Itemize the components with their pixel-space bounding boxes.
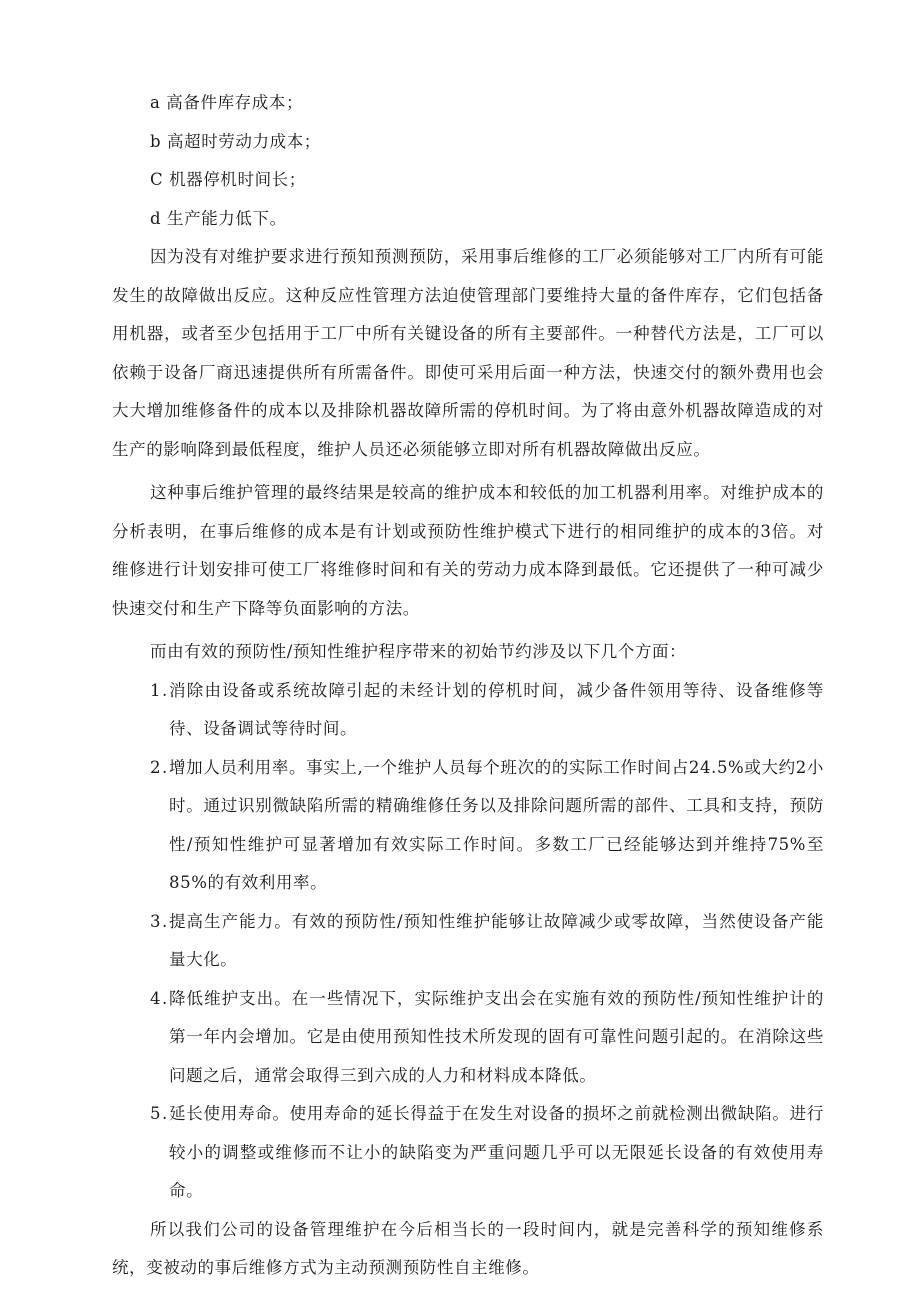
benefit-number: 3 . <box>150 903 161 942</box>
list-item-overtime-labor-cost: b 高超时劳动力成本； <box>150 131 321 151</box>
list-item-long-downtime: C 机器停机时间长； <box>150 170 306 189</box>
benefit-text: 增加人员利用率。事实上,一个维护人员每个班次的的实际工作时间占24.5%或大约2小时。通过识别微缺陷所需的精确维修任务以及排除问题所需的部件、工具和支持，预防性/预知性维护可显著增加有效实际工作时间。多数工厂已经能够达到并维持75%至85%的有效利用率。 <box>169 757 824 892</box>
paragraph-savings-intro: 而由有效的预防性/预知性维护程序带来的初始节约涉及以下几个方面： <box>150 642 687 661</box>
benefit-item-1 <box>112 672 824 749</box>
benefit-text: 延长使用寿命。使用寿命的延长得益于在发生对设备的损坏之前就检测出微缺陷。进行较小的调整或维修而不让小的缺陷变为严重问题几乎可以无限延长设备的有效使用寿命。 <box>169 1104 824 1200</box>
paragraph-maintenance-cost: 这种事后维护管理的最终结果是较高的维护成本和较低的加工机器利用率。对维护成本的分析表明，在事后维修的成本是有计划或预防性维护模式下进行的相同维护的成本的3倍。对维修进行计划安排可使工厂将维修时间和有关的劳动力成本降到最低。它还提供了一种可减少快速交付和生产下降等负面影响的方法。 <box>112 483 824 618</box>
list-item-high-inventory-cost: a 高备件库存成本； <box>150 93 304 112</box>
benefit-number: 1 . <box>150 672 161 711</box>
benefit-text: 消除由设备或系统故障引起的未经计划的停机时间，减少备件领用等待、设备维修等待、设备调试等待时间。 <box>169 680 824 738</box>
benefit-text: 提高生产能力。有效的预防性/预知性维护能够让故障减少或零故障，当然使设备产能量大化。 <box>169 911 824 969</box>
paragraph-conclusion: 所以我们公司的设备管理维护在今后相当长的一段时间内，就是完善科学的预知维修系统，变被动的事后维修方式为主动预测预防性自主维修。 <box>112 1219 824 1277</box>
benefit-number: 5 . <box>150 1095 161 1134</box>
benefit-item-2 <box>112 749 824 903</box>
benefit-text: 降低维护支出。在一些情况下，实际维护支出会在实施有效的预防性/预知性维护计的第一年内会增加。它是由使用预知性技术所发现的固有可靠性问题引起的。在消除这些问题之后，通常会取得三到六成的人力和材料成本降低。 <box>169 988 824 1085</box>
benefit-item-4 <box>112 980 824 1096</box>
paragraph-reactive-maintenance: 因为没有对维护要求进行预知预测预防，采用事后维修的工厂必须能够对工厂内所有可能发生的故障做出反应。这种反应性管理方法迫使管理部门要维持大量的备件库存，它们包括备用机器，或者至少包括用于工厂中所有关键设备的所有主要部件。一种替代方法是，工厂可以依赖于设备厂商迅速提供所有所需备件。即使可采用后面一种方法，快速交付的额外费用也会大大增加维修备件的成本以及排除机器故障所需的停机时间。为了将由意外机器故障造成的对生产的影响降到最低程度，维护人员还必须能够立即对所有机器故障做出反应。 <box>112 247 824 459</box>
benefit-item-3 <box>112 903 824 980</box>
benefit-number: 4 . <box>150 980 161 1019</box>
benefit-item-5 <box>112 1095 824 1211</box>
benefit-number: 2 . <box>150 749 161 788</box>
list-item-low-capacity: d 生产能力低下。 <box>150 208 287 228</box>
document-body <box>112 84 824 1288</box>
